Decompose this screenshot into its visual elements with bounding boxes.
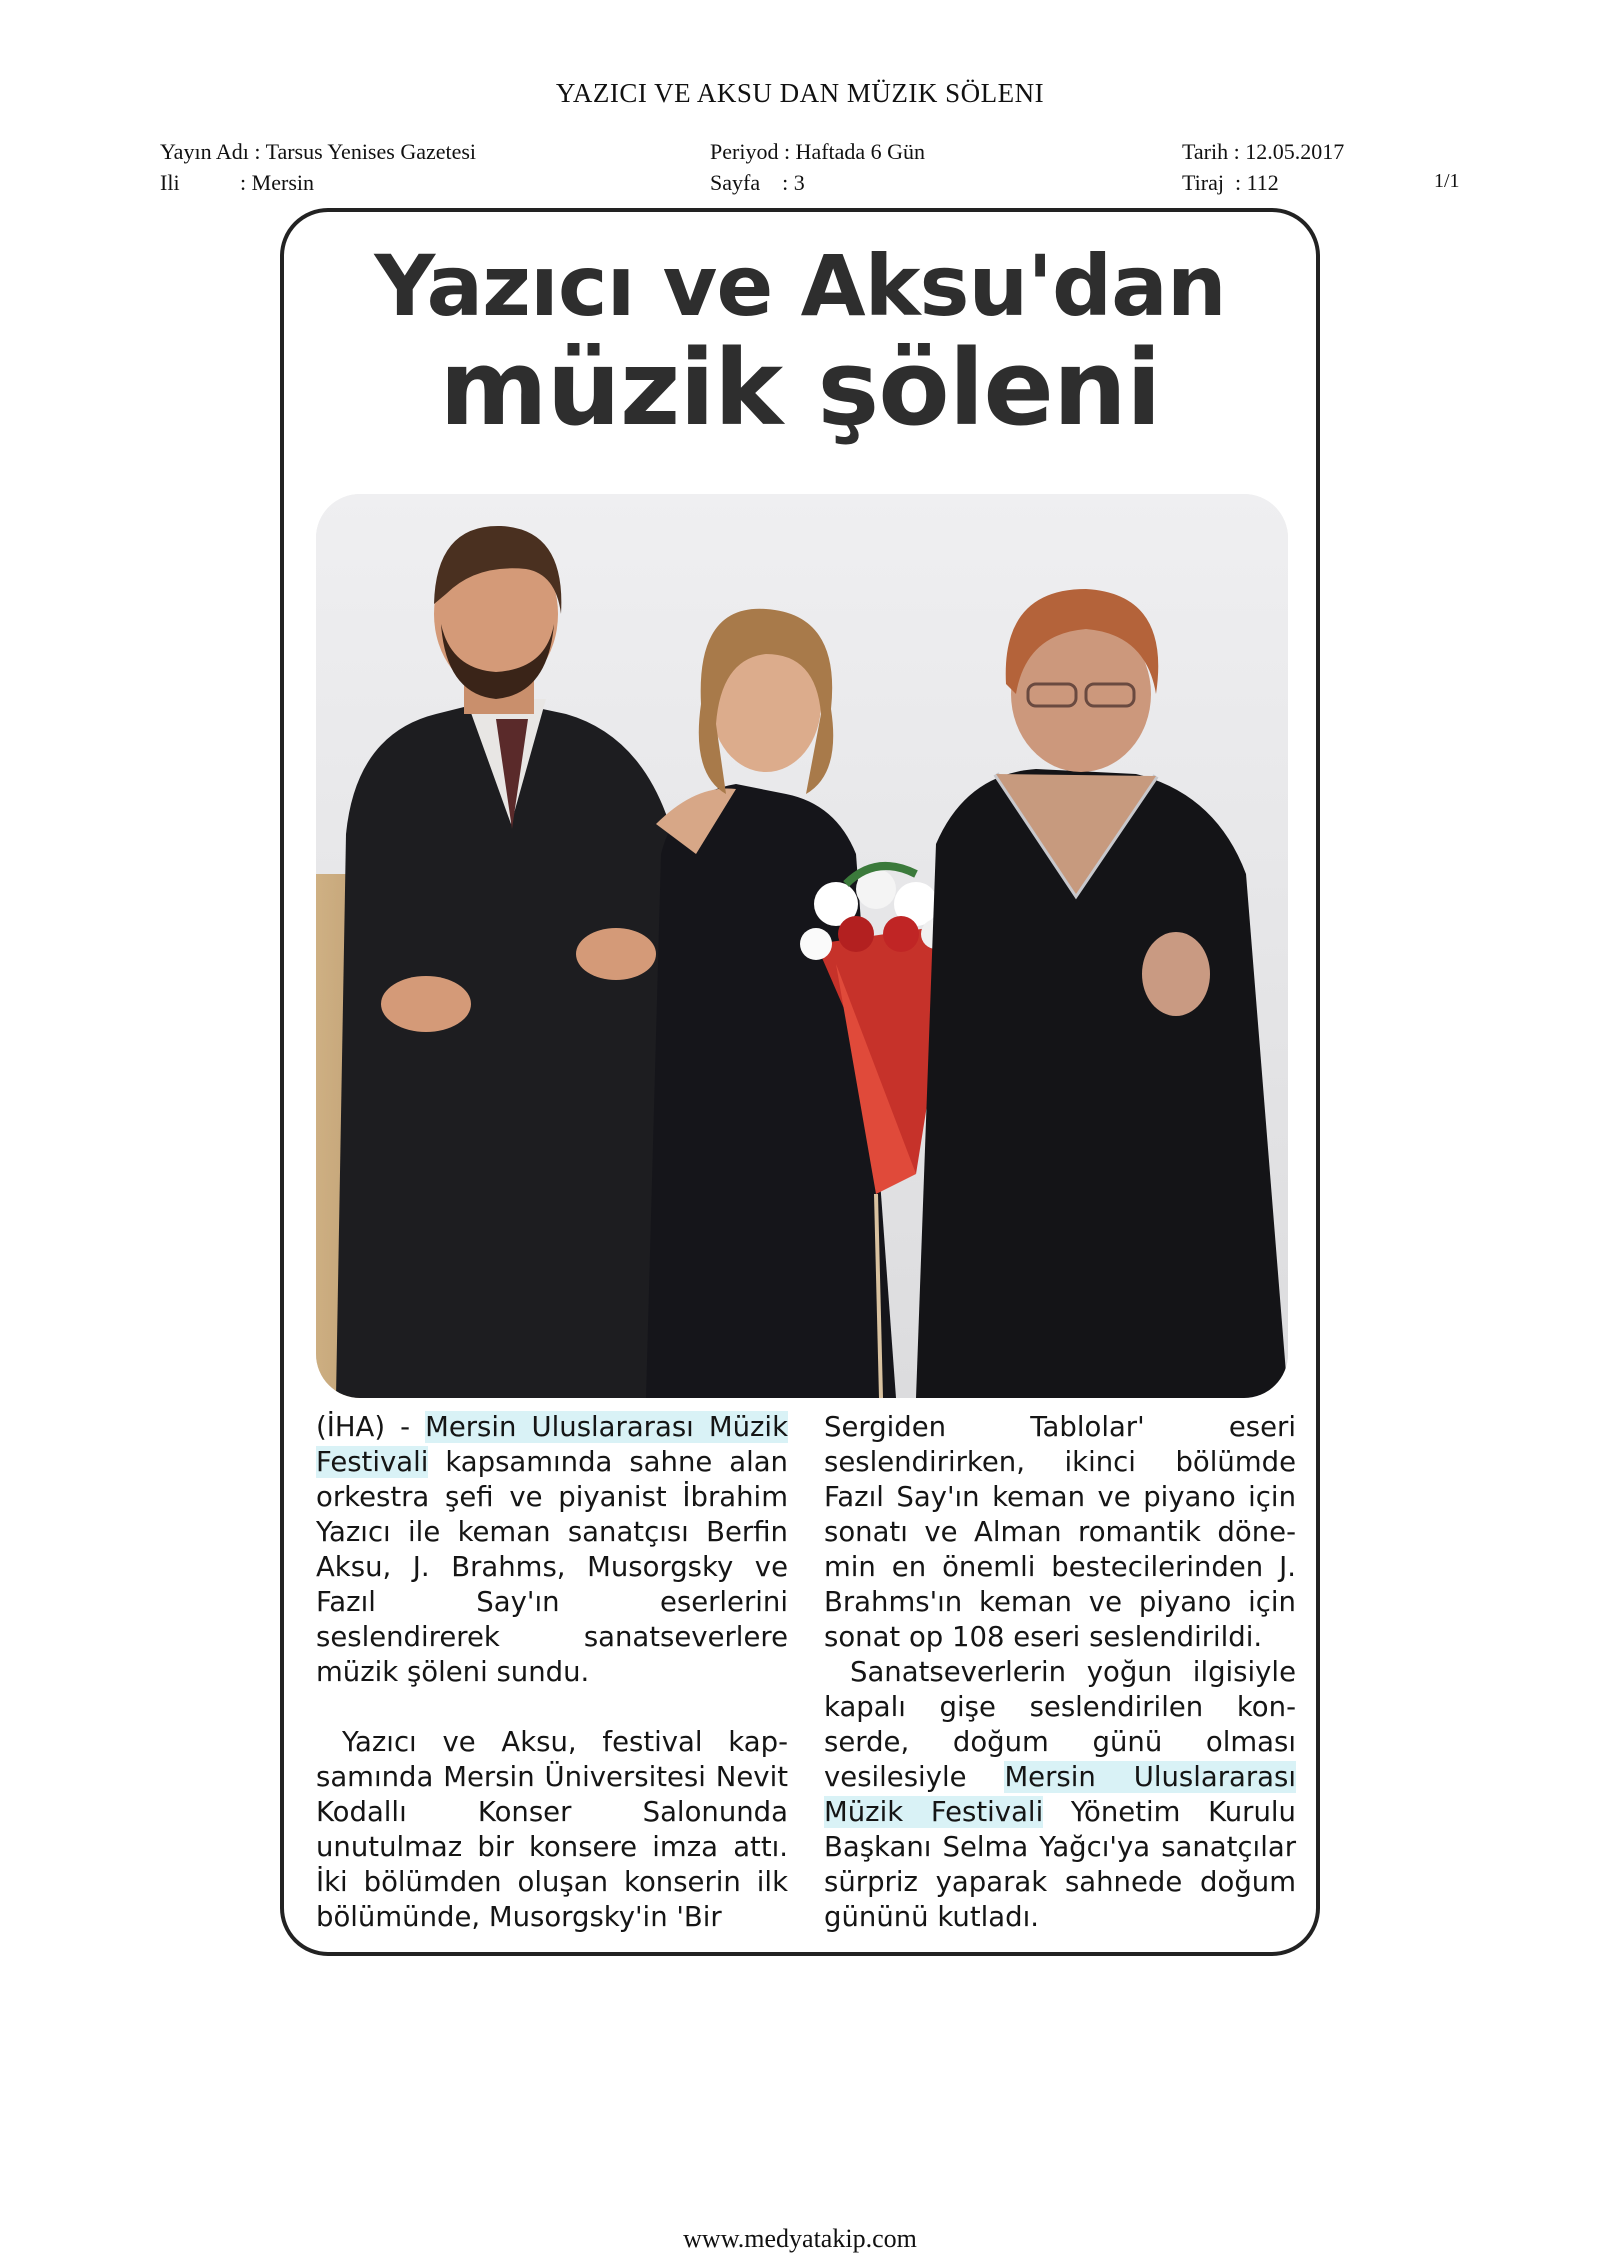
headline-line-1: Yazıcı ve Aksu'dan <box>374 237 1226 335</box>
footer-url[interactable]: www.medyatakip.com <box>683 2224 917 2253</box>
article-headline <box>284 237 1316 450</box>
paragraph-text: Yönetim Kurulu Başkanı Selma Yağcı'ya sanatçılar sürpriz yaparak sahnede doğum gününü kutladı. <box>824 1796 1296 1933</box>
document-title: YAZICI VE AKSU DAN MÜZIK SÖLENI <box>555 78 1045 108</box>
article-column-right <box>824 1410 1296 1935</box>
meta-publication: Yayın Adı : Tarsus Yenises Gazetesi <box>160 139 477 164</box>
paragraph-text: (İHA) - <box>316 1411 426 1443</box>
meta-period: Periyod : Haftada 6 Gün <box>710 139 926 164</box>
highlighted-text: Mersin Uluslararası Müzik Festivali <box>316 1411 789 1478</box>
headline-line-2: müzik şöleni <box>439 327 1161 450</box>
meta-date: Tarih : 12.05.2017 <box>1182 139 1345 164</box>
page-count: 1/1 <box>1434 170 1460 192</box>
paragraph <box>824 1655 1296 1935</box>
newspaper-clipping <box>280 208 1320 1956</box>
article-column-left <box>316 1410 788 1935</box>
meta-province: Ili : Mersin <box>160 170 314 195</box>
article-photo <box>316 494 1288 1398</box>
paragraph: Sergiden Tablolar' eseri seslendirirken, ikinci bölümde Fazıl Say'ın keman ve piyano için sonatı ve Alman romantik dönemin en önemli bestecilerinden J. Brahms'ın keman ve piyano için sonat op 108 eseri seslendirildi. <box>824 1411 1296 1653</box>
meta-circulation: Tiraj : 112 <box>1182 170 1279 195</box>
meta-page: Sayfa : 3 <box>710 170 805 195</box>
paragraph <box>316 1410 788 1690</box>
highlighted-text: Mersin Uluslararası Müzik Festivali <box>824 1761 1296 1828</box>
paragraph-text: kapsamında sahne alan orkestra şefi ve piyanist İbrahim Yazıcı ile keman sanatçısı Berfin Aksu, J. Brahms, Musorgsky ve Fazıl Say'ın eserlerini seslendirerek sanatseverlere müzik şöleni sundu. <box>316 1446 788 1688</box>
paragraph-text: Sanatseverlerin yoğun ilgisiyle kapalı gişe seslendirilen konserde, doğum günü olması vesilesiyle <box>824 1656 1296 1793</box>
paragraph: Yazıcı ve Aksu, festival kapsamında Mersin Üniversitesi Nevit Kodallı Konser Salonunda unutulmaz bir konsere imza attı. İki bölümden oluşan konserin ilk bölümünde, Musorgsky'in 'Bir <box>316 1726 788 1933</box>
